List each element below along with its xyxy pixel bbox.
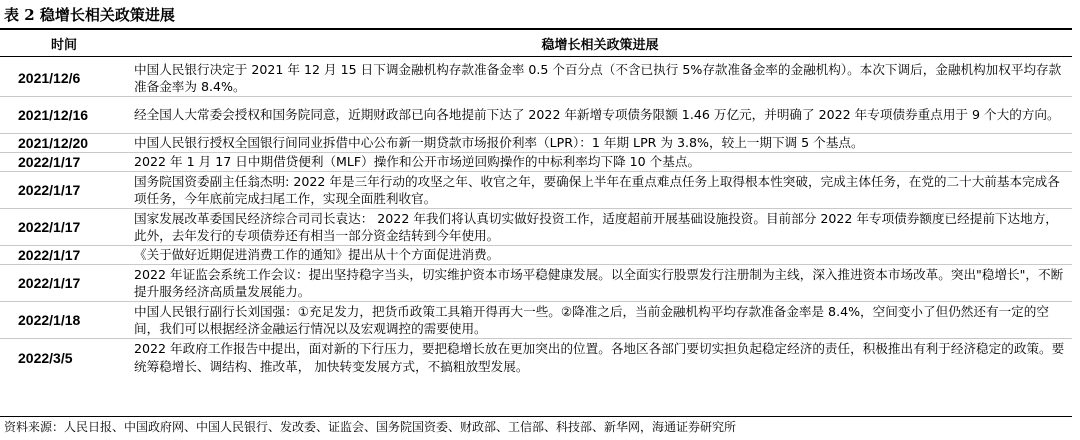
table-row [0,60,1072,97]
table-row [0,265,1072,302]
row-text: 2022 年 1 月 17 日中期借贷便利（MLF）操作和公开市场逆回购操作的中标利率均下降 10 个基点。 [134,154,701,170]
row-date: 2021/12/16 [18,107,89,123]
row-text: 《关于做好近期促进消费工作的通知》提出从十个方面促进消费。 [134,247,500,263]
row-date: 2021/12/6 [18,70,81,86]
table-row [0,246,1072,265]
row-date: 2022/1/17 [18,182,81,198]
table-row [0,172,1072,209]
table-row [0,153,1072,172]
table-header [0,33,1072,53]
table-row [0,134,1072,153]
header-date: 时间 [50,37,77,53]
row-text: 中国人民银行决定于 2021 年 12 月 15 日下调金融机构存款准备金率 0.5 个百分点（不含已执行 5%存款准备金率的金融机构）。本次下调后，金融机构加权平均存款准备金率为 8.4%。 [134,61,1062,94]
row-text: 中国人民银行副行长刘国强：①充足发力，把货币政策工具箱开得再大一些。②降准之后，当前金融机构平均存款准备金率是 8.4%，空间变小了但仍然还有一定的空间，我们可以根据经济金融运行情况以及宏观调控的需要使用。 [134,303,1049,336]
table-title: 表 2 稳增长相关政策进展 [4,6,175,24]
table-row [0,97,1072,134]
row-date: 2022/1/17 [18,247,81,263]
row-date: 2022/1/17 [18,219,81,235]
top-rule [0,28,1072,30]
bottom-rule [0,416,1072,417]
row-text: 2022 年证监会系统工作会议：提出坚持稳字当头，切实维护资本市场平稳健康发展。以全面实行股票发行注册制为主线，深入推进资本市场改革。突出"稳增长"，不断提升服务经济高质量发展能力。 [134,266,1064,299]
row-text: 经全国人大常委会授权和国务院同意，近期财政部已向各地提前下达了 2022 年新增专项债务限额 1.46 万亿元，并明确了 2022 年专项债券重点用于 9 个大的方向。 [134,107,1060,123]
row-date: 2022/1/17 [18,154,81,170]
row-text: 2022 年政府工作报告中提出，面对新的下行压力，要把稳增长放在更加突出的位置。各地区各部门要切实担负起稳定经济的责任，积极推出有利于经济稳定的政策。要统筹稳增长、调结构、推改革， 加快转变发展方式，不搞粗放型发展。 [134,341,1065,374]
row-text: 国家发展改革委国民经济综合司司长袁达： 2022 年我们将认真切实做好投资工作，适度超前开展基础设施投资。目前部分 2022 年专项债券额度已经提前下达地方，此外，去年发行的专项债券还有相当一部分资金结转到今年使用。 [134,210,1058,243]
row-date: 2022/1/18 [18,312,81,328]
table-row [0,209,1072,246]
table-row [0,339,1072,376]
header-policy: 稳增长相关政策进展 [541,37,659,53]
row-text: 中国人民银行授权全国银行间同业拆借中心公布新一期贷款市场报价利率（LPR）：1 年期 LPR 为 3.8%，较上一期下调 5 个基点。 [134,135,864,151]
header-rule [0,56,1072,57]
row-date: 2022/3/5 [18,349,73,366]
table-row [0,302,1072,339]
table-body [0,60,1072,376]
row-text: 国务院国资委副主任翁杰明: 2022 年是三年行动的攻坚之年、收官之年，要确保上半年在重点难点任务上取得根本性突破，完成主体任务，在党的二十大前基本完成各项任务，今年底前完成扫尾工作，实现全面胜利收官。 [134,173,1060,206]
row-date: 2021/12/20 [18,135,89,151]
source-note: 资料来源：人民日报、中国政府网、中国人民银行、发改委、证监会、国务院国资委、财政部、工信部、科技部、新华网，海通证券研究所 [4,420,737,434]
row-date: 2022/1/17 [18,275,81,291]
